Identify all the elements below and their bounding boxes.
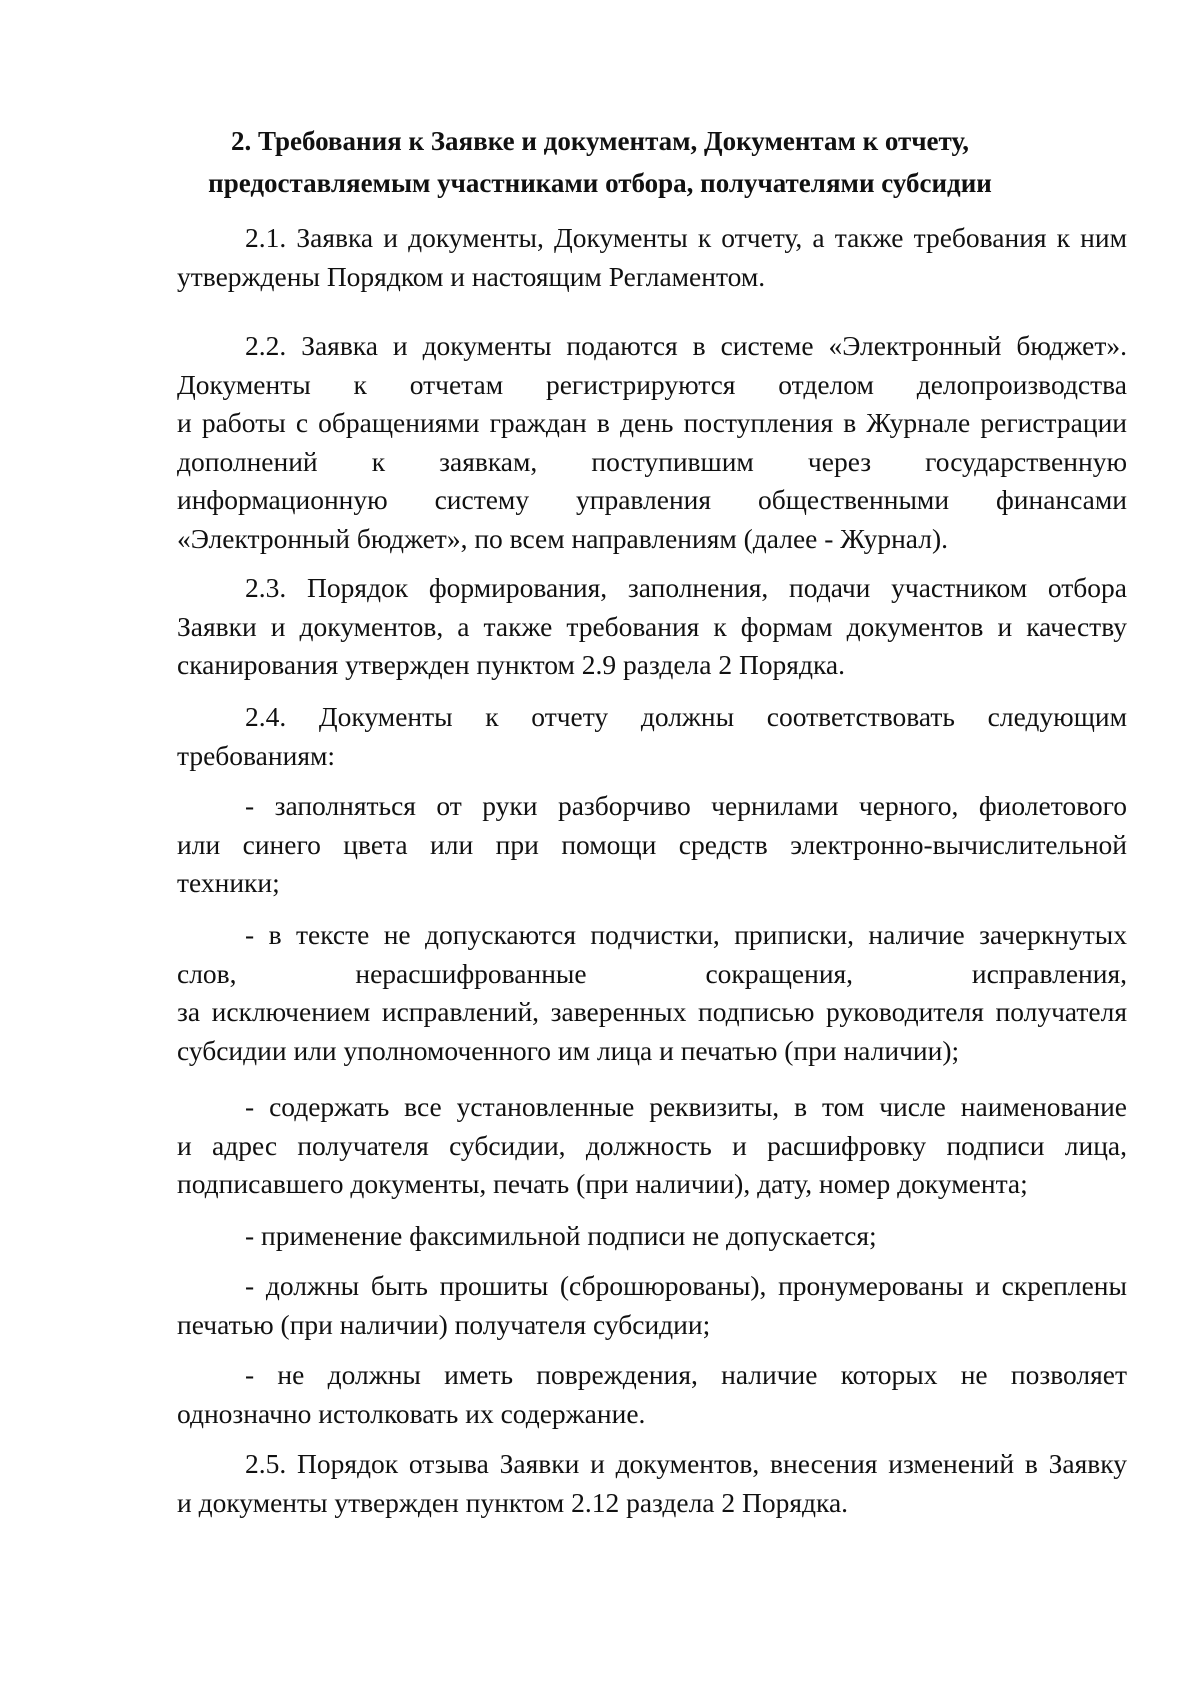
paragraph-2-5 bbox=[177, 1445, 1127, 1522]
text-line: 2.4. Документы к отчету должны соответствовать следующим bbox=[245, 701, 1127, 732]
requirement-item-5 bbox=[177, 1267, 1127, 1344]
text-line: 2.1. Заявка и документы, Документы к отчету, а также требования к ним bbox=[245, 222, 1127, 253]
text-line: 2.5. Порядок отзыва Заявки и документов, внесения изменений в Заявку bbox=[245, 1448, 1127, 1479]
text-line: печатью (при наличии) получателя субсидии; bbox=[177, 1308, 711, 1340]
section-heading bbox=[150, 120, 1050, 204]
text-line: или синего цвета или при помощи средств электронно-вычислительной bbox=[177, 828, 1127, 860]
text-line: - применение факсимильной подписи не допускается; bbox=[245, 1220, 877, 1251]
text-line: Документы к отчетам регистрируются отделом делопроизводства bbox=[177, 368, 1127, 400]
text-line: Заявки и документов, а также требования к формам документов и качеству bbox=[177, 610, 1127, 642]
section-heading-line-2: предоставляемым участниками отбора, получателями субсидии bbox=[208, 168, 992, 198]
text-line: «Электронный бюджет», по всем направлениям (далее - Журнал). bbox=[177, 522, 949, 554]
text-line: 2.3. Порядок формирования, заполнения, подачи участником отбора bbox=[245, 572, 1127, 603]
text-line: слов, нерасшифрованные сокращения, исправления, bbox=[177, 957, 1127, 989]
text-line: 2.2. Заявка и документы подаются в системе «Электронный бюджет». bbox=[245, 330, 1127, 361]
text-line: требованиям: bbox=[177, 739, 336, 771]
text-line: - содержать все установленные реквизиты, в том числе наименование bbox=[245, 1091, 1127, 1122]
text-line: дополнений к заявкам, поступившим через государственную bbox=[177, 445, 1127, 477]
text-line: - должны быть прошиты (сброшюрованы), пронумерованы и скреплены bbox=[245, 1270, 1127, 1301]
text-line: за исключением исправлений, заверенных подписью руководителя получателя bbox=[177, 996, 1127, 1027]
text-line: утверждены Порядком и настоящим Регламентом. bbox=[177, 260, 766, 292]
requirement-item-4 bbox=[177, 1217, 1127, 1256]
requirement-item-1 bbox=[177, 787, 1127, 903]
text-line: и работы с обращениями граждан в день поступления в Журнале регистрации bbox=[177, 407, 1127, 438]
text-line: - заполняться от руки разборчиво чернилами черного, фиолетового bbox=[245, 790, 1127, 821]
text-line: и документы утвержден пунктом 2.12 раздела 2 Порядка. bbox=[177, 1486, 849, 1518]
requirement-item-6 bbox=[177, 1356, 1127, 1433]
requirement-item-3 bbox=[177, 1088, 1127, 1204]
paragraph-2-4 bbox=[177, 698, 1127, 775]
text-line: сканирования утвержден пунктом 2.9 раздела 2 Порядка. bbox=[177, 649, 845, 680]
text-line: техники; bbox=[177, 867, 280, 898]
requirement-item-2 bbox=[177, 916, 1127, 1070]
text-line: и адрес получателя субсидии, должность и расшифровку подписи лица, bbox=[177, 1129, 1127, 1161]
section-heading-line-1: 2. Требования к Заявке и документам, Документам к отчету, bbox=[230, 126, 969, 156]
paragraph-2-2 bbox=[177, 327, 1127, 558]
text-line: однозначно истолковать их содержание. bbox=[177, 1397, 646, 1429]
paragraph-2-3 bbox=[177, 569, 1127, 685]
text-line: информационную систему управления общественными финансами bbox=[177, 484, 1127, 515]
text-line: - в тексте не допускаются подчистки, приписки, наличие зачеркнутых bbox=[245, 919, 1127, 950]
text-line: - не должны иметь повреждения, наличие которых не позволяет bbox=[245, 1359, 1127, 1390]
text-line: подписавшего документы, печать (при наличии), дату, номер документа; bbox=[177, 1168, 1028, 1199]
text-line: субсидии или уполномоченного им лица и печатью (при наличии); bbox=[177, 1034, 960, 1066]
paragraph-2-1 bbox=[177, 219, 1127, 296]
